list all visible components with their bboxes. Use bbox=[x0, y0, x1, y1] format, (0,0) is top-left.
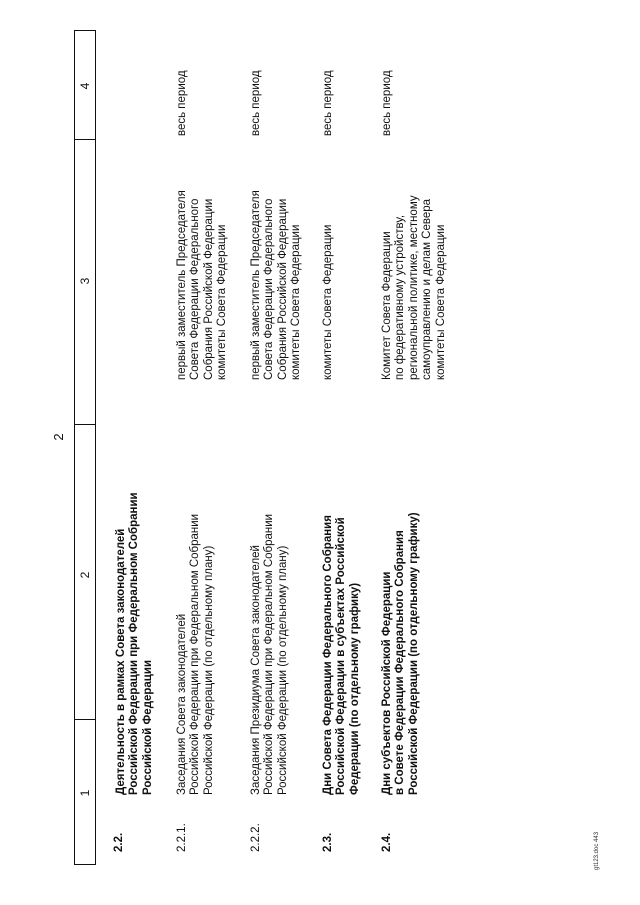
row-activity: Дни субъектов Российской Федерации в Совете Федерации Федерального Собрания Российской Федерации (по отдельному графику) bbox=[381, 512, 420, 795]
file-footer: gt123.doc 443 bbox=[594, 831, 600, 870]
row-period: весь период bbox=[250, 70, 262, 136]
row-period: весь период bbox=[176, 70, 188, 136]
row-activity: Заседания Президиума Совета законодателей Российской Федерации при Федеральном Собрании Российской Федерации (по отдельному плану) bbox=[250, 513, 289, 795]
header-col-2: 2 bbox=[78, 571, 92, 579]
header-col-3: 3 bbox=[78, 277, 92, 285]
row-responsible: первый заместитель Председателя Совета Федерации Федерального Собрания Российской Федерации комитеты Совета Федерации bbox=[250, 190, 303, 380]
row-activity: Дни Совета Федерации Федерального Собрания Российской Федерации в субъектах Российской Федерации (по отдельному графику) bbox=[322, 515, 361, 795]
row-activity: Заседания Совета законодателей Российской Федерации при Федеральном Собрании Российской Федерации (по отдельному плану) bbox=[176, 513, 215, 795]
row-number: 2.4. bbox=[381, 832, 393, 852]
row-number: 2.3. bbox=[322, 832, 334, 852]
row-number: 2.2. bbox=[113, 832, 125, 852]
header-col-1: 1 bbox=[78, 789, 92, 797]
row-number: 2.2.1. bbox=[176, 823, 188, 852]
row-responsible: комитеты Совета Федерации bbox=[322, 224, 334, 380]
table-header bbox=[74, 30, 96, 865]
row-responsible: Комитет Совета Федерации по федеративному устройству, региональной политике, местному самоуправлению и делам Севера комитеты Совета Федерации bbox=[381, 195, 447, 380]
row-period: весь период bbox=[322, 70, 334, 136]
header-col-4: 4 bbox=[78, 82, 92, 90]
row-period: весь период bbox=[381, 70, 393, 136]
row-number: 2.2.2. bbox=[250, 823, 262, 852]
row-activity: Деятельность в рамках Совета законодателей Российской Федерации при Федеральном Собрании Российской Федерации bbox=[115, 492, 154, 795]
page-number: 2 bbox=[51, 433, 66, 441]
row-responsible: первый заместитель Председателя Совета Федерации Федерального Собрания Российской Федерации комитеты Совета Федерации bbox=[176, 190, 229, 380]
